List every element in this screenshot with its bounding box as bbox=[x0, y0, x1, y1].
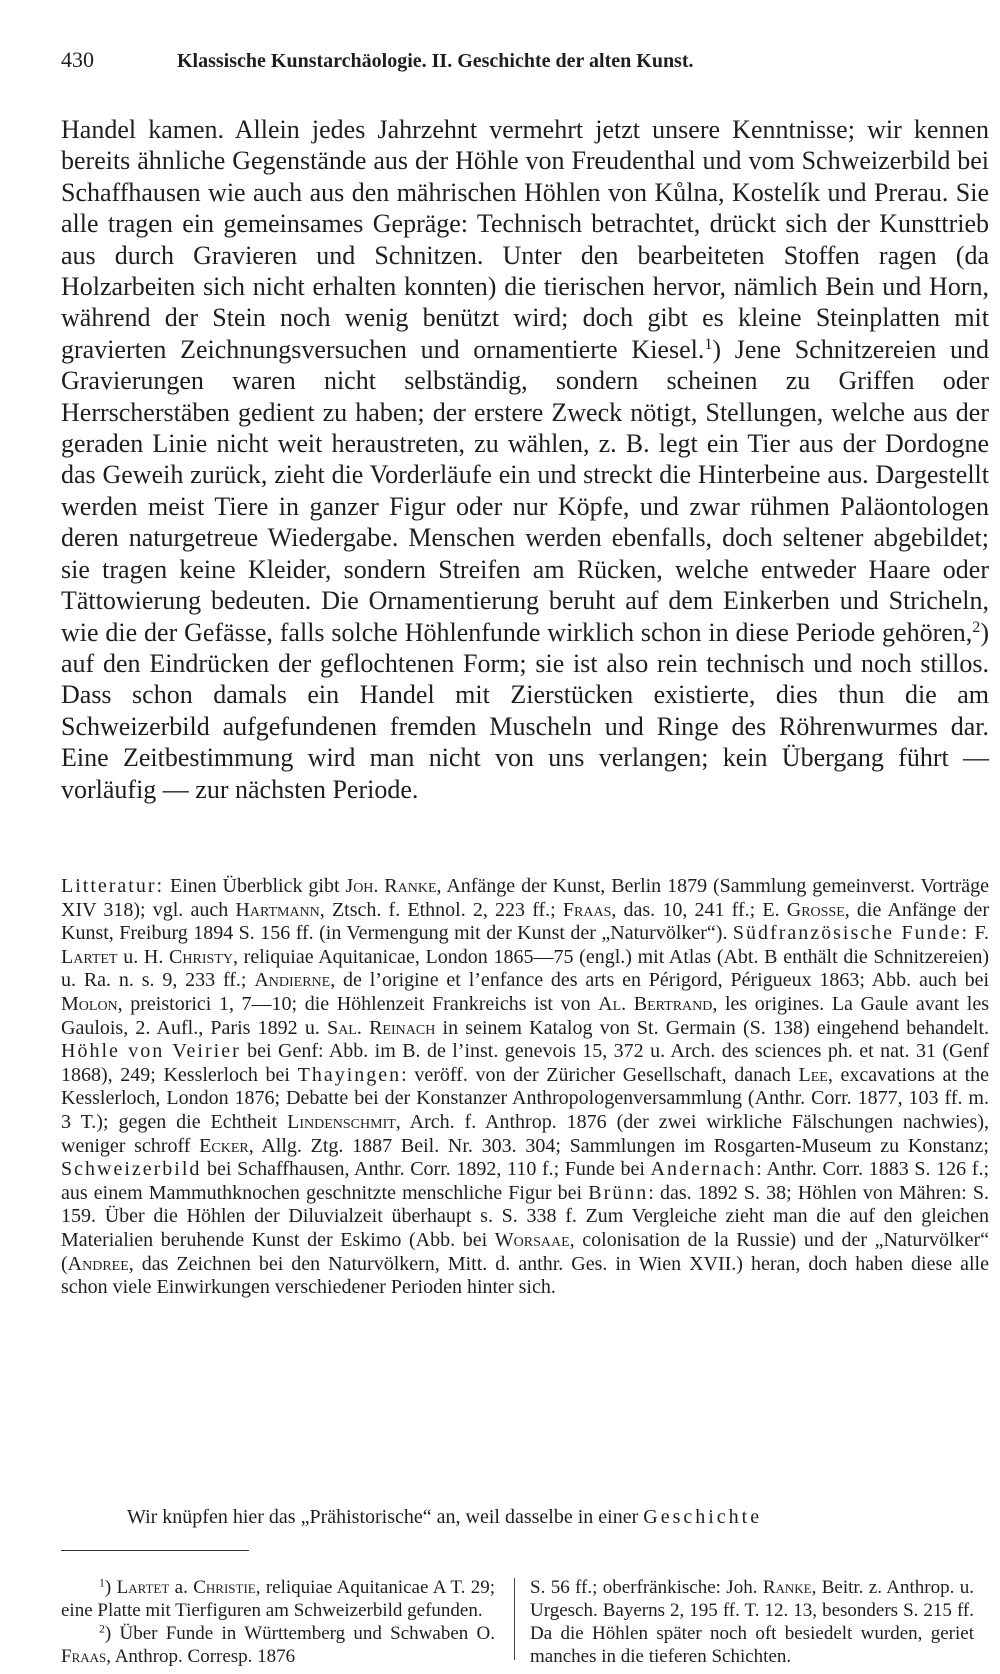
literature-text: bei Genf: Abb. im B. de l’inst. genevois 15, 372 u. Arch. des sciences ph. et nat. 31 (Genf 1868), 249; Kesslerloch bei bbox=[61, 1040, 989, 1086]
literature-text: , das. 10, 241 ff.; E. bbox=[611, 898, 787, 921]
author-name: Hartmann bbox=[235, 898, 320, 921]
page-number: 430 bbox=[61, 47, 94, 72]
footnote-text: , Anthrop. Corresp. 1876 bbox=[106, 1646, 296, 1667]
literature-text: , excavations at the Kesslerloch, London 1876; Debatte bei der Konstanzer Anthropologenversammlung (Anthr. Corr. 1877, 103 ff. m. 3 T.); gegen die Echtheit bbox=[61, 1063, 989, 1133]
literature-text: : Anthr. Corr. 1883 S. 126 f.; aus einem Mammuthknochen geschnitzte menschliche Figur bei bbox=[61, 1158, 990, 1204]
footnote-column-divider bbox=[514, 1578, 515, 1660]
spaced-heading: Brünn bbox=[588, 1181, 649, 1204]
literature-text: , Arch. f. Anthrop. 1876 (der zwei wirkliche Fälschungen nachwies), weniger schroff bbox=[61, 1110, 989, 1157]
spaced-heading: Höhle von Veirier bbox=[61, 1040, 241, 1063]
author-name: Joh. Ranke bbox=[345, 875, 437, 897]
footnote-number: 1 bbox=[99, 1576, 105, 1590]
author-name: Fraas bbox=[61, 1646, 107, 1667]
author-name: Grosse bbox=[786, 898, 845, 921]
footnote-2 bbox=[61, 1622, 495, 1668]
literature-text: , Allg. Ztg. 1887 Beil. Nr. 303. 304; Sammlungen im Rosgarten-Museum zu Konstanz; bbox=[248, 1134, 989, 1157]
footnote-text: ) Über Funde in Württemberg und Schwaben O. bbox=[104, 1623, 495, 1644]
author-name: Lindenschmit bbox=[287, 1110, 396, 1133]
author-name: Christie bbox=[193, 1577, 256, 1598]
footnote-text: ) bbox=[104, 1577, 117, 1598]
continuation-line bbox=[61, 1505, 989, 1529]
literature-text: , reliquiae Aquitanicae, London 1865—75 (engl.) mit Atlas (Abt. B enthält die Schnitzereien) u. Ra. n. s. 9, 233 ff.; bbox=[61, 945, 989, 992]
spaced-heading: Südfranzösische Funde: bbox=[732, 922, 970, 945]
literature-text: , de l’origine et l’enfance des arts en Périgord, Périgueux 1863; Abb. auch bei bbox=[330, 969, 989, 992]
main-text-part-1: Handel kamen. Allein jedes Jahrzehnt vermehrt jetzt unsere Kenntnisse; wir kennen bereits ähnliche Gegenstände aus der Höhle von Freudenthal und vom Schweizerbild bei Schaffhausen wie auch aus den mährischen Höhlen von Kůlna, Kostelík und Prerau. Sie alle tragen ein gemeinsames Gepräge: Technisch betrachtet, drückt sich der Kunsttrieb aus durch Gravieren und Schnitzen. Unter den bearbeiteten Stoffen ragen (da Holzarbeiten sich nicht erhalten konnten) die tierischen hervor, nämlich Bein und Horn, während der Stein noch wenig benützt wird; doch gibt es kleine Steinplatten mit gravierten Zeichnungsversuchen und ornamentierte Kiesel. bbox=[61, 115, 989, 364]
literature-text: Einen Überblick gibt bbox=[164, 875, 346, 897]
literature-text: , les origines. La Gaule avant les Gaulois, 2. Aufl., Paris 1892 u. bbox=[61, 992, 989, 1039]
literature-text: , Ztsch. f. Ethnol. 2, 223 ff.; bbox=[319, 898, 563, 921]
main-paragraph bbox=[61, 114, 989, 805]
spaced-heading: Schweizerbild bbox=[61, 1158, 202, 1181]
literature-text: F. bbox=[969, 922, 989, 945]
literature-text: bei Schaffhausen, Anthr. Corr. 1892, 110 f.; Funde bei bbox=[201, 1158, 651, 1181]
footnote-ref-1[interactable]: 1 bbox=[704, 335, 713, 353]
footnote-1 bbox=[61, 1576, 495, 1622]
literature-text: , das Zeichnen bei den Naturvölkern, Mitt. d. anthr. Ges. in Wien XVII.) heran, doch haben diese alle schon viele Einwirkungen verschiedener Perioden hinter sich. bbox=[61, 1252, 989, 1299]
footnote-text: , reliquiae Aquitanicae A T. 29; eine Platte mit Tierfiguren am Schweizerbild gefunden. bbox=[61, 1577, 496, 1621]
running-title: Klassische Kunstarchäologie. II. Geschichte der alten Kunst. bbox=[177, 50, 694, 72]
author-name: Lartet bbox=[116, 1577, 170, 1598]
footnotes-left-column bbox=[61, 1576, 495, 1668]
literature-text: , die Anfänge der Kunst, Freiburg 1894 S. 156 ff. (in Vermengung mit der Kunst der „Naturvölker“). bbox=[61, 898, 989, 945]
literature-text: , Anfänge der Kunst, Berlin 1879 (Sammlung gemeinverst. Vorträge XIV 318); vgl. auch bbox=[61, 875, 989, 921]
author-name: Christy bbox=[169, 945, 233, 968]
literature-text: in seinem Katalog von St. Germain (S. 138) eingehend behandelt. bbox=[435, 1016, 990, 1039]
footnote-rule bbox=[61, 1550, 249, 1551]
literature-text: : veröff. von der Züricher Gesellschaft, danach bbox=[401, 1063, 799, 1086]
footnotes-right-column bbox=[530, 1576, 974, 1668]
continuation-spaced-word: Geschichte bbox=[643, 1506, 763, 1528]
author-name: Al. Bertrand bbox=[598, 992, 713, 1015]
footnote-ref-2[interactable]: 2 bbox=[972, 618, 981, 636]
spaced-heading: Andernach bbox=[650, 1158, 757, 1181]
footnote-number: 2 bbox=[99, 1622, 105, 1636]
literature-text: , preistorici 1, 7—10; die Höhlenzeit Frankreichs ist von bbox=[117, 992, 599, 1015]
author-name: Lartet bbox=[61, 945, 118, 968]
literature-text: u. H. bbox=[117, 945, 170, 968]
author-name: Molon bbox=[61, 992, 118, 1015]
main-text-part-3: ) auf den Eindrücken der geflochtenen Form; sie ist also rein technisch und noch stillos. Dass schon damals ein Handel mit Zierstücken existierte, dies thun die am Schweizerbild aufgefundenen fremden Muscheln und Ringe des Röhrenwurmes dar. Eine Zeitbestimmung wird man nicht von uns verlangen; kein Übergang führt — vorläufig — zur nächsten Periode. bbox=[61, 617, 989, 804]
literature-text: , colonisation de la Russie) und der „Naturvölker“ ( bbox=[61, 1228, 989, 1275]
footnote-text: S. 56 ff.; oberfränkische: Joh. bbox=[530, 1577, 763, 1598]
running-head bbox=[61, 48, 961, 73]
continuation-text: Wir knüpfen hier das „Prähistorische“ an, weil dasselbe in einer bbox=[127, 1506, 644, 1528]
author-name: Andree bbox=[67, 1252, 129, 1275]
author-name: Lee bbox=[798, 1063, 828, 1086]
main-text-part-2: ) Jene Schnitzereien und Gravierungen waren nicht selbständig, sondern scheinen zu Griffen oder Herrscherstäben gedient zu haben; der erstere Zweck nötigt, Stellungen, welche aus der geraden Linie nicht weit heraustreten, zu wählen, z. B. legt ein Tier aus der Dordogne das Geweih zurück, zieht die Vorderläufe ein und streckt die Hinterbeine aus. Dargestellt werden meist Tiere in ganzer Figur oder nur Köpfe, und zwar rühmen Paläontologen deren naturgetreue Wiedergabe. Menschen werden ebenfalls, doch seltener abgebildet; sie tragen keine Kleider, sondern Streifen am Rücken, welche entweder Haare oder Tättowierung bedeuten. Die Ornamentierung beruht auf dem Einkerben und Stricheln, wie die der Gefässe, falls solche Höhlenfunde wirklich schon in diese Periode gehören, bbox=[61, 334, 989, 647]
footnote-text: , Beitr. z. Anthrop. u. Urgesch. Bayerns 2, 195 ff. T. 12. 13, besonders S. 215 ff. Da die Höhlen später noch oft besiedelt wurden, geriet manches in die tieferen Schichten. bbox=[530, 1577, 974, 1667]
author-name: Worsaae bbox=[494, 1228, 570, 1251]
spaced-heading: Thayingen bbox=[297, 1063, 402, 1086]
author-name: Andierne bbox=[254, 969, 331, 992]
author-name: Ecker bbox=[199, 1134, 249, 1157]
literature-block bbox=[61, 875, 989, 1300]
author-name: Sal. Reinach bbox=[327, 1016, 436, 1039]
literature-text: : das. 1892 S. 38; Höhlen von Mähren: S. 159. Über die Höhlen der Diluvialzeit überhaupt s. S. 338 f. Zum Vergleiche zieht man die auf den gleichen Materialien beruhende Kunst der Eskimo (Abb. bei bbox=[61, 1181, 989, 1251]
literature-heading: Litteratur: bbox=[61, 875, 165, 897]
author-name: Fraas bbox=[562, 898, 612, 921]
footnote-text: a. bbox=[169, 1577, 194, 1598]
author-name: Ranke bbox=[762, 1577, 812, 1598]
